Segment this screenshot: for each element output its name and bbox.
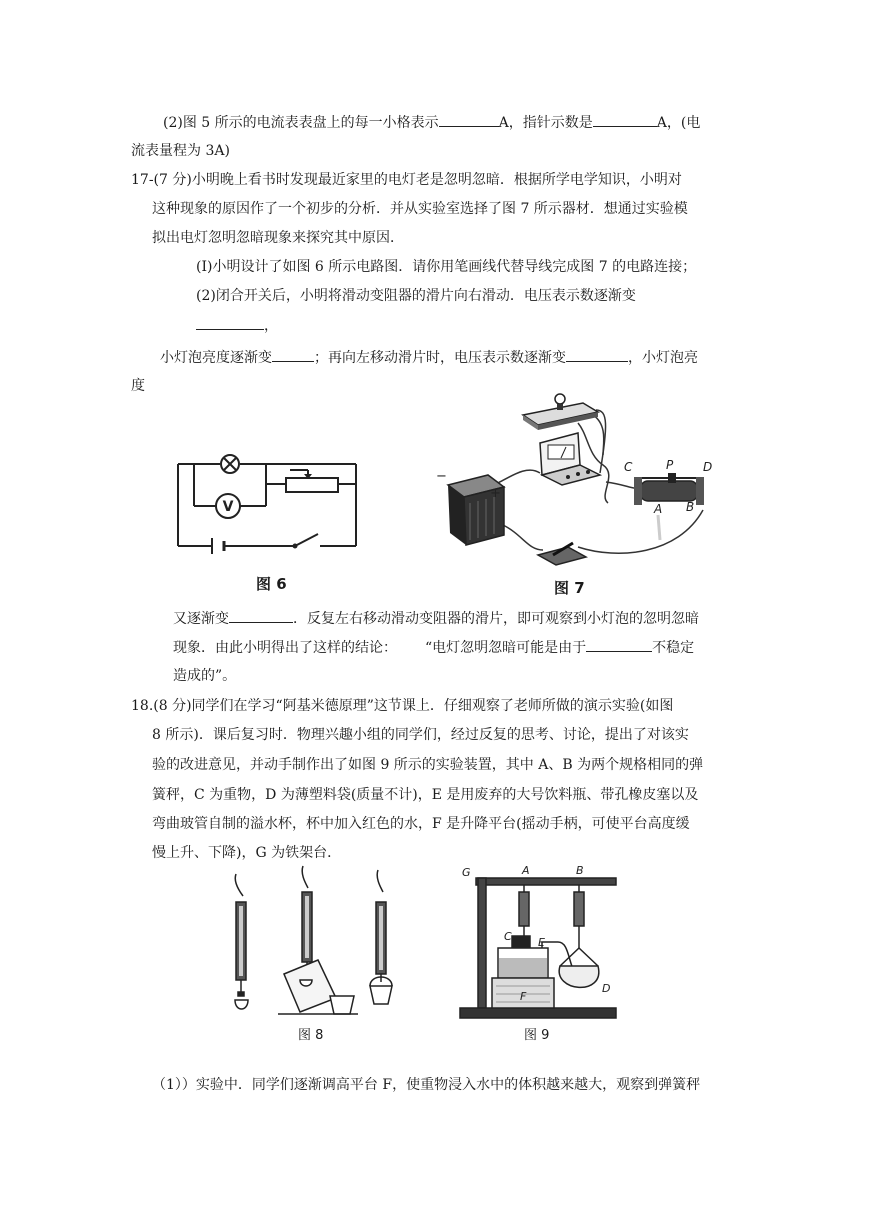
weight-c-label: C [504, 930, 512, 943]
voltmeter-label: V [222, 499, 234, 515]
q18-line6: 慢上升、下降)，G 为铁架台． [152, 845, 342, 861]
figure-7-caption: 图 7 [554, 579, 585, 597]
q17-line11: 造成的”。 [173, 668, 237, 684]
rheostat-slider-p-label: P [666, 458, 674, 472]
scale-a-label: A [522, 864, 530, 877]
figure-8-demonstration-photo [218, 862, 413, 1022]
rheostat-terminal-c-label: C [624, 460, 633, 474]
answer-blank[interactable] [439, 112, 499, 127]
answer-blank[interactable] [196, 315, 264, 330]
answer-blank[interactable] [566, 347, 628, 362]
platform-f-label: F [520, 990, 527, 1003]
q17-line7: 小灯泡亮度逐渐变 ；再向左移动滑片时，电压表示数逐渐变 ，小灯泡亮 [160, 347, 698, 368]
q18-line2: 8 所示)．课后复习时．物理兴趣小组的同学们，经过反复的思考、讨论，提出了对该实 [152, 727, 689, 743]
figure-7-apparatus-photo [428, 385, 718, 580]
rheostat-terminal-d-label: D [703, 460, 713, 474]
answer-blank[interactable] [593, 112, 657, 127]
battery-plus-label: + [490, 486, 501, 501]
q17-line4: (Ⅰ)小明设计了如图 6 所示电路图．请你用笔画线代替导线完成图 7 的电路连接； [196, 259, 697, 275]
figure-6-circuit-diagram [170, 450, 370, 565]
answer-blank[interactable] [586, 637, 652, 652]
q18-line3: 验的改进意见，并动手制作出了如图 9 所示的实验装置，其中 A、B 为两个规格相同的弹 [152, 757, 704, 773]
bag-d-label: D [602, 982, 611, 995]
q16-part2-line1: (2)图 5 所示的电流表表盘上的每一小格表示 A，指针示数是 A，(电 [163, 112, 700, 133]
q17-line2: 这种现象的原因作了一个初步的分析．并从实验室选择了图 7 所示器材．想通过实验模 [152, 201, 688, 217]
figure-8-caption: 图 8 [298, 1028, 324, 1043]
q18-line5: 弯曲玻管自制的溢水杯，杯中加入红色的水，F 是升降平台(摇动手柄，可使平台高度缓 [152, 816, 690, 832]
q17-line1: 17-(7 分)小明晚上看书时发现最近家里的电灯老是忽明忽暗．根据所学电学知识，小明对 [131, 172, 682, 188]
q17-line8: 度 [131, 378, 145, 394]
q18-line4: 簧秤，C 为重物，D 为薄塑料袋(质量不计)，E 是用废弃的大号饮料瓶、带孔橡皮塞以及 [152, 787, 699, 803]
rheostat-terminal-a-label: A [654, 502, 663, 516]
q18-line1: 18.(8 分)同学们在学习“阿基米德原理”这节课上．仔细观察了老师所做的演示实验(如图 [131, 698, 674, 714]
scale-b-label: B [576, 864, 584, 877]
figure-9-caption: 图 9 [524, 1028, 550, 1043]
answer-blank[interactable] [229, 608, 293, 623]
stand-g-label: G [462, 866, 471, 879]
answer-blank[interactable] [272, 347, 314, 362]
rheostat-terminal-b-label: B [686, 500, 695, 514]
q17-line5: (2)闭合开关后，小明将滑动变阻器的滑片向右滑动．电压表示数逐渐变 [196, 288, 636, 304]
figure-6-caption: 图 6 [256, 575, 287, 593]
figure-9-apparatus-diagram [456, 862, 626, 1024]
q18-part1-line: （1））实验中．同学们逐渐调高平台 F，使重物浸入水中的体积越来越大，观察到弹簧秤 [152, 1077, 701, 1093]
overflow-cup-e-label: E [538, 936, 545, 949]
q17-line3: 拟出电灯忽明忽暗现象来探究其中原因． [152, 230, 404, 246]
battery-minus-label: − [436, 469, 447, 484]
q17-line10: 现象．由此小明得出了这样的结论： “电灯忽明忽暗可能是由于 不稳定 [173, 637, 694, 658]
q17-line6: ， [196, 315, 278, 336]
q17-line9: 又逐渐变 ．反复左右移动滑动变阻器的滑片，即可观察到小灯泡的忽明忽暗 [173, 608, 699, 629]
q16-part2-line2: 流表量程为 3A) [131, 143, 230, 159]
